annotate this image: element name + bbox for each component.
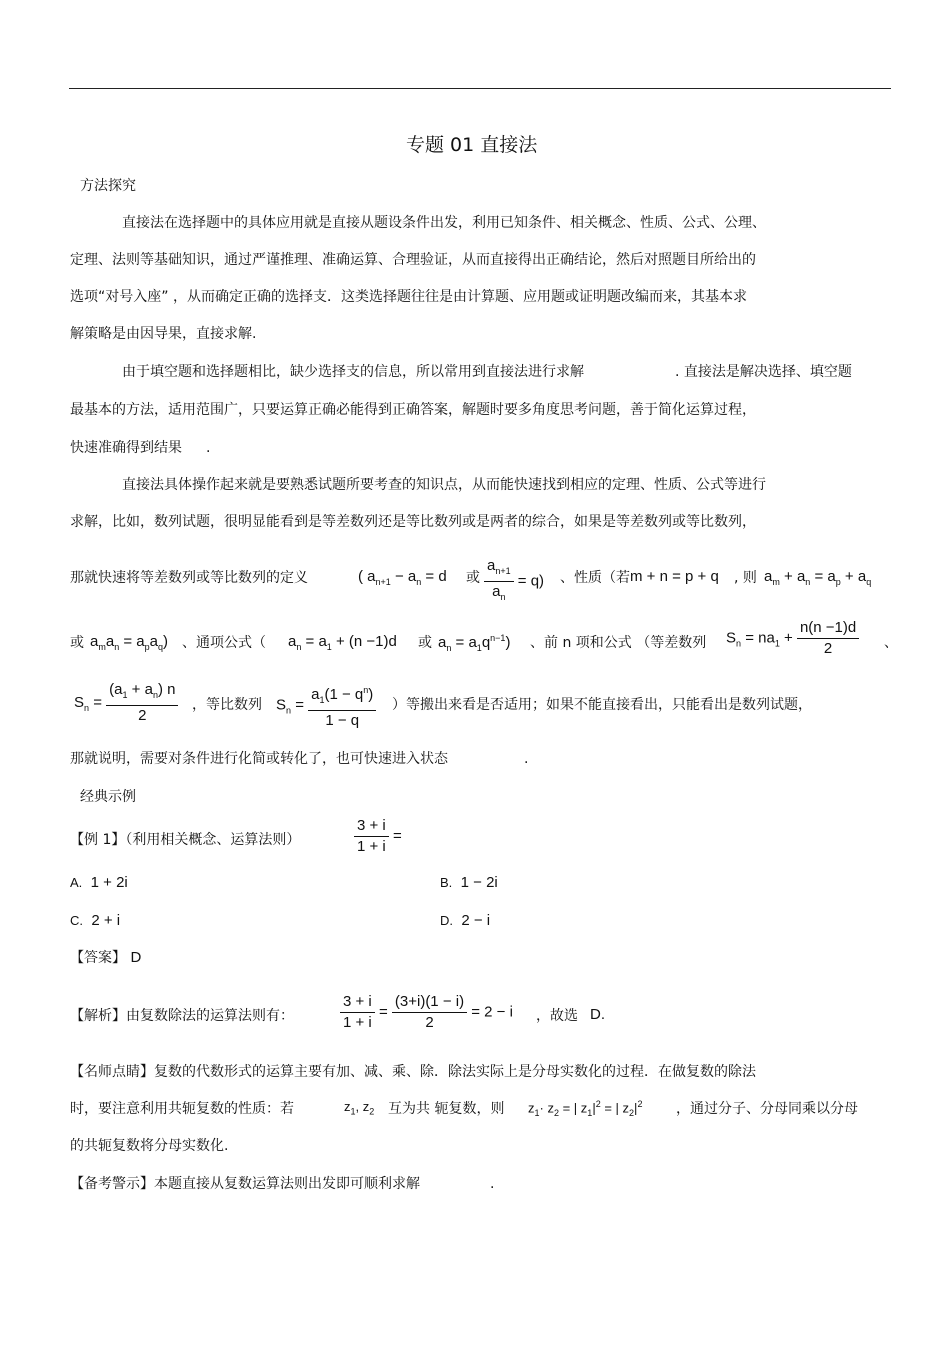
answer-value: D [130, 949, 142, 966]
paragraph-line: 那就说明，需要对条件进行化简或转化了，也可快速进入状态 [70, 751, 448, 767]
paragraph-line: 由于填空题和选择题相比，缺少选择支的信息，所以常用到直接法进行求解 [122, 364, 584, 380]
paragraph-line: . 直接法是解决选择、填空题 [675, 364, 852, 380]
formula-geom-def: $\frac{a_{n+1}}{a_n}$ = q) [484, 558, 544, 605]
formula-arith-sum-1: $S_n = na_1$ + $\frac{n(n -1)d}{2}$ [726, 620, 859, 657]
paragraph-line: 直接法在选择题中的具体应用就是直接从题设条件出发，利用已知条件、相关概念、性质、公式、公理、 [122, 215, 766, 231]
paragraph-line: 求解，比如，数列试题，很明显能看到是等差数列还是等比数列或是两者的综合，如果是等差数列或等比数列， [70, 514, 756, 530]
formula-geom-general-term: $a_n = a_1q^{n-1}$) [438, 633, 511, 653]
paragraph-line: ）等搬出来看是否适用；如果不能直接看出，只能看出是数列试题， [392, 697, 812, 713]
formula-analysis: $\frac{3 + i}{1 + i}$ = $\frac{(3+i)(1 - i)}{2}$ = 2 − i [340, 994, 513, 1031]
paragraph-line: 选项“对号入座” ，从而确定正确的选择支．这类选择题往往是由计算题、应用题或证明题改编而来，其基本求 [70, 289, 747, 305]
formula-arith-property: $a_m + a_n = a_p + a_q$ [764, 568, 872, 587]
text-comma: 、 [884, 635, 898, 651]
formula-index-condition: m + n = p + q [630, 568, 719, 585]
option-b: B. 1 − 2i [440, 874, 498, 891]
analysis-tail: ，故选 [536, 1008, 578, 1024]
answer-label: 【答案】 D [70, 949, 142, 966]
warning-line: 【备考警示】本题直接从复数运算法则出发即可顺利求解 [70, 1176, 420, 1192]
page-title: 专题 01 直接法 [406, 134, 538, 156]
warning-dot: . [490, 1176, 495, 1192]
paragraph-line: . [206, 440, 211, 456]
paragraph-line: . [524, 751, 529, 767]
paragraph-line: 解策略是由因导果，直接求解. [70, 326, 257, 342]
option-c: C. 2 + i [70, 912, 121, 929]
text-or: 或 [466, 570, 480, 586]
formula-geom-property: $a_ma_n = a_pa_q$) [90, 633, 169, 652]
formula-arith-general-term: $a_n = a_1 + (n -1)d$ [288, 633, 397, 652]
text-or: 或 [70, 635, 84, 651]
paragraph-line: 那就快速将等差数列或等比数列的定义 [70, 570, 308, 586]
paragraph-line: ，等比数列 [192, 697, 262, 713]
text-then: , 则 [734, 570, 757, 586]
paragraph-line: 最基本的方法，适用范围广，只要运算正确必能得到正确答案，解题时要多角度思考问题，善于简化运算过程， [70, 402, 756, 418]
analysis-label: 【解析】由复数除法的运算法则有： [70, 1008, 294, 1024]
paragraph-line: 定理、法则等基础知识，通过严谨推理、准确运算、合理验证，从而直接得出正确结论，然后对照题目所给出的 [70, 252, 756, 268]
formula-arith-def: ( $a_{n+1} - a_n = d$ [358, 568, 447, 587]
section-heading-method: 方法探究 [80, 178, 136, 194]
example-label: 【例 1】（利用相关概念、运算法则） [70, 832, 301, 848]
formula-geom-sum: $S_n$ = $\frac{a_1(1 - q^n)}{1 - q}$ [276, 682, 376, 729]
formula-arith-sum-2: $S_n$ = $\frac{(a_1 + a_n) n}{2}$ [74, 682, 178, 724]
tip-line: 时，要注意利用共轭复数的性质：若 [70, 1101, 294, 1117]
text-or: 或 [418, 635, 432, 651]
paragraph-line: 、通项公式（ [182, 635, 266, 651]
option-d: D. 2 − i [440, 912, 491, 929]
tip-line: 的共轭复数将分母实数化. [70, 1138, 229, 1154]
formula-z1-z2: $z_1$, $z_2$ [344, 1099, 375, 1117]
section-heading-examples: 经典示例 [80, 789, 136, 805]
tip-line: 互为共 轭复数，则 [388, 1101, 505, 1117]
option-a: A. 1 + 2i [70, 874, 128, 891]
analysis-choice: D. [590, 1006, 605, 1023]
paragraph-line: 直接法具体操作起来就是要熟悉试题所要考查的知识点，从而能快速找到相应的定理、性质、公式等进行 [122, 477, 766, 493]
tip-line: 【名师点睛】复数的代数形式的运算主要有加、减、乘、除．除法实际上是分母实数化的过程．在做复数的除法 [70, 1064, 756, 1080]
paragraph-line: 、前 n 项和公式 （等差数列 [530, 635, 707, 651]
header-rule [69, 88, 891, 89]
formula-example-question: $\frac{3 + i}{1 + i}$ = [354, 818, 402, 855]
paragraph-line: 、性质（若 [560, 570, 630, 586]
paragraph-line: 快速准确得到结果 [70, 440, 182, 456]
formula-conjugate-product: $z_1\cdot z_2$ = | $z_1|^2$ = | $z_2|^2$ [528, 1099, 643, 1118]
tip-line: ，通过分子、分母同乘以分母 [676, 1101, 858, 1117]
